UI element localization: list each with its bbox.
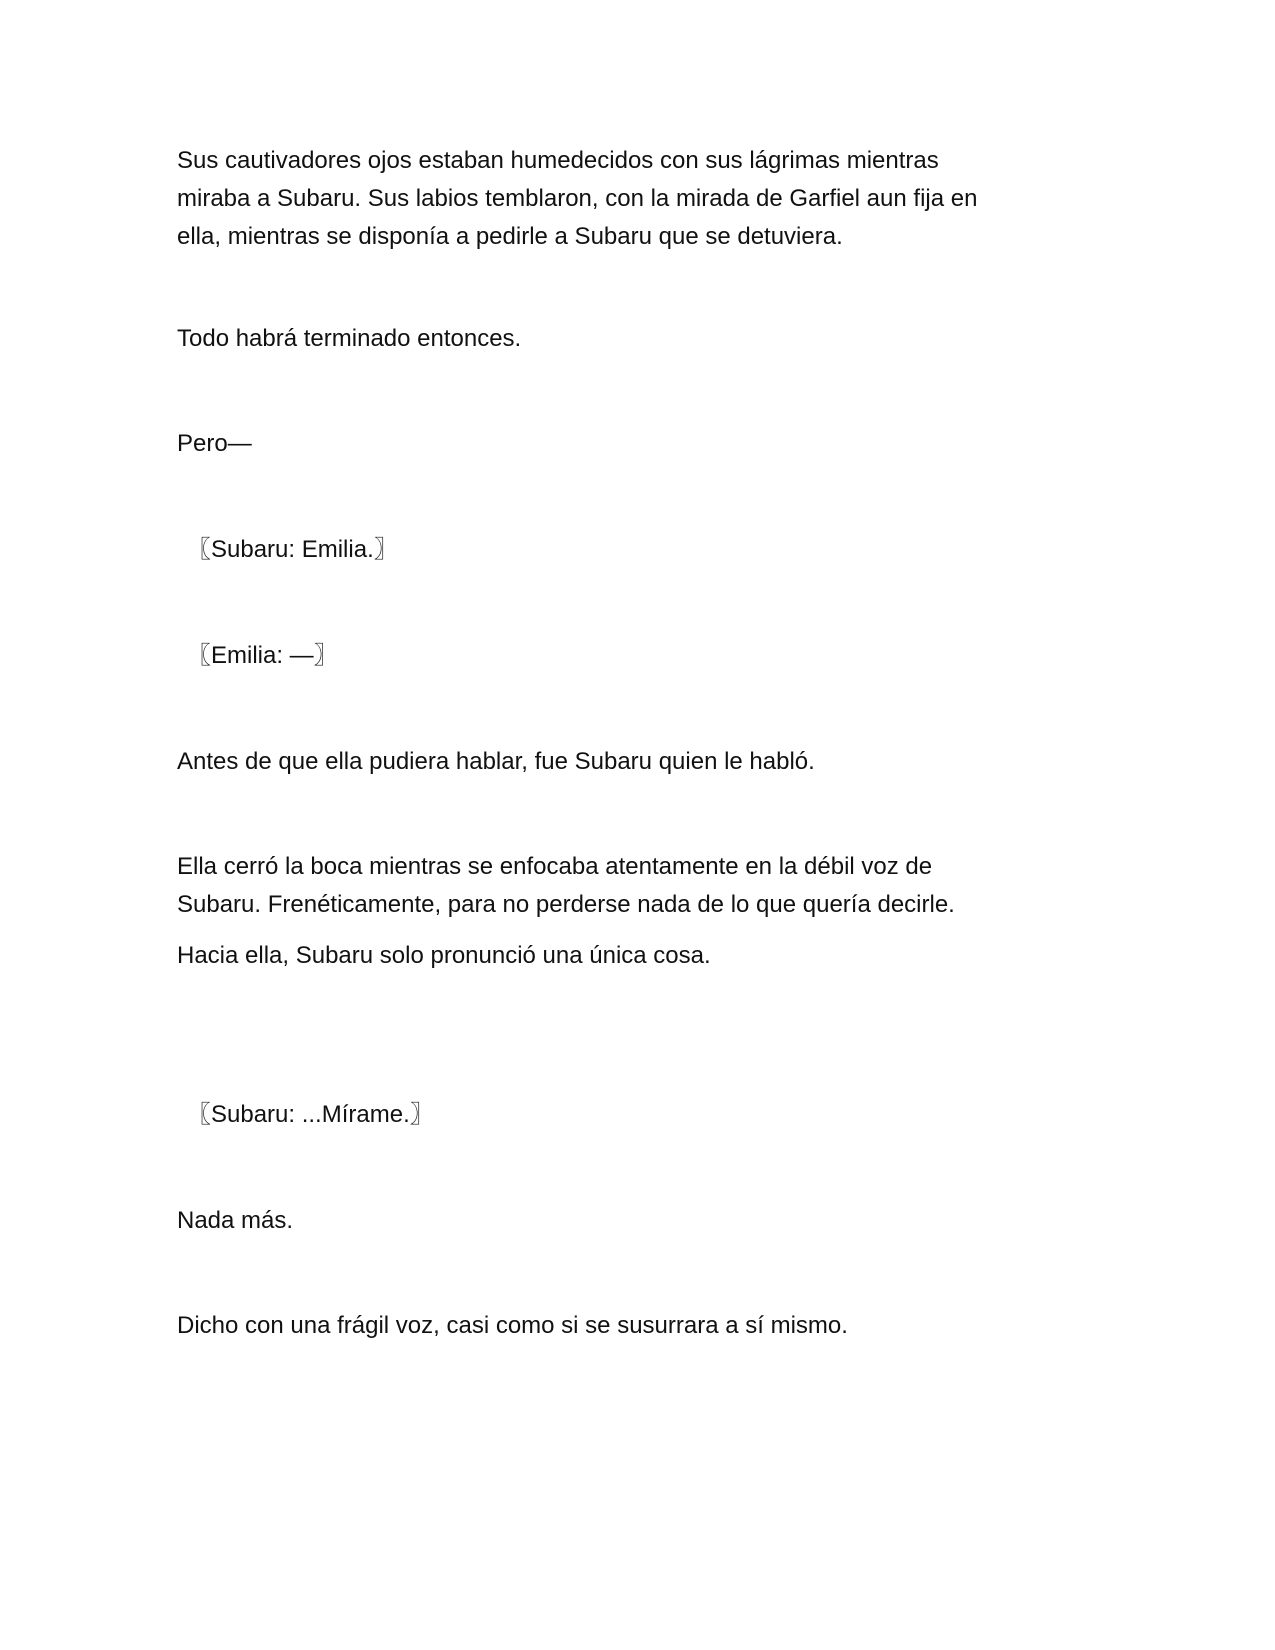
paragraph-hacia-ella (177, 937, 1097, 975)
text-line: Pero— (177, 430, 252, 457)
text-line: Ella cerró la boca mientras se enfocaba atentamente en la débil voz de (177, 853, 933, 880)
text-line: Dicho con una frágil voz, casi como si se susurrara a sí mismo. (177, 1312, 848, 1339)
paragraph-pero (177, 425, 1097, 463)
text-line: Nada más. (177, 1207, 294, 1234)
paragraph-terminado (177, 320, 1097, 358)
dialogue-subaru-mirame (187, 1096, 1107, 1134)
dialogue-subaru-emilia (187, 531, 1107, 569)
text-line: Sus cautivadores ojos estaban humedecidos con sus lágrimas mientras (177, 147, 939, 174)
text-line: ella, mientras se disponía a pedirle a Subaru que se detuviera. (177, 223, 843, 250)
text-line: Todo habrá terminado entonces. (177, 325, 522, 352)
dialogue-emilia (187, 637, 1107, 675)
paragraph-antes (177, 743, 1097, 781)
text-line: Antes de que ella pudiera hablar, fue Subaru quien le habló. (177, 748, 815, 775)
text-line: Hacia ella, Subaru solo pronunció una única cosa. (177, 942, 711, 969)
paragraph-dicho (177, 1307, 1097, 1345)
text-line: 〖Emilia: —〗 (187, 642, 338, 669)
text-line: 〖Subaru: Emilia.〗 (187, 536, 398, 563)
text-line: miraba a Subaru. Sus labios temblaron, con la mirada de Garfiel aun fija en (177, 185, 978, 212)
paragraph-boca (177, 848, 1097, 924)
text-line: 〖Subaru: ...Mírame.〗 (187, 1101, 434, 1128)
text-line: Subaru. Frenéticamente, para no perderse nada de lo que quería decirle. (177, 891, 955, 918)
paragraph-tears (177, 142, 1097, 256)
paragraph-nada-mas (177, 1202, 1097, 1240)
